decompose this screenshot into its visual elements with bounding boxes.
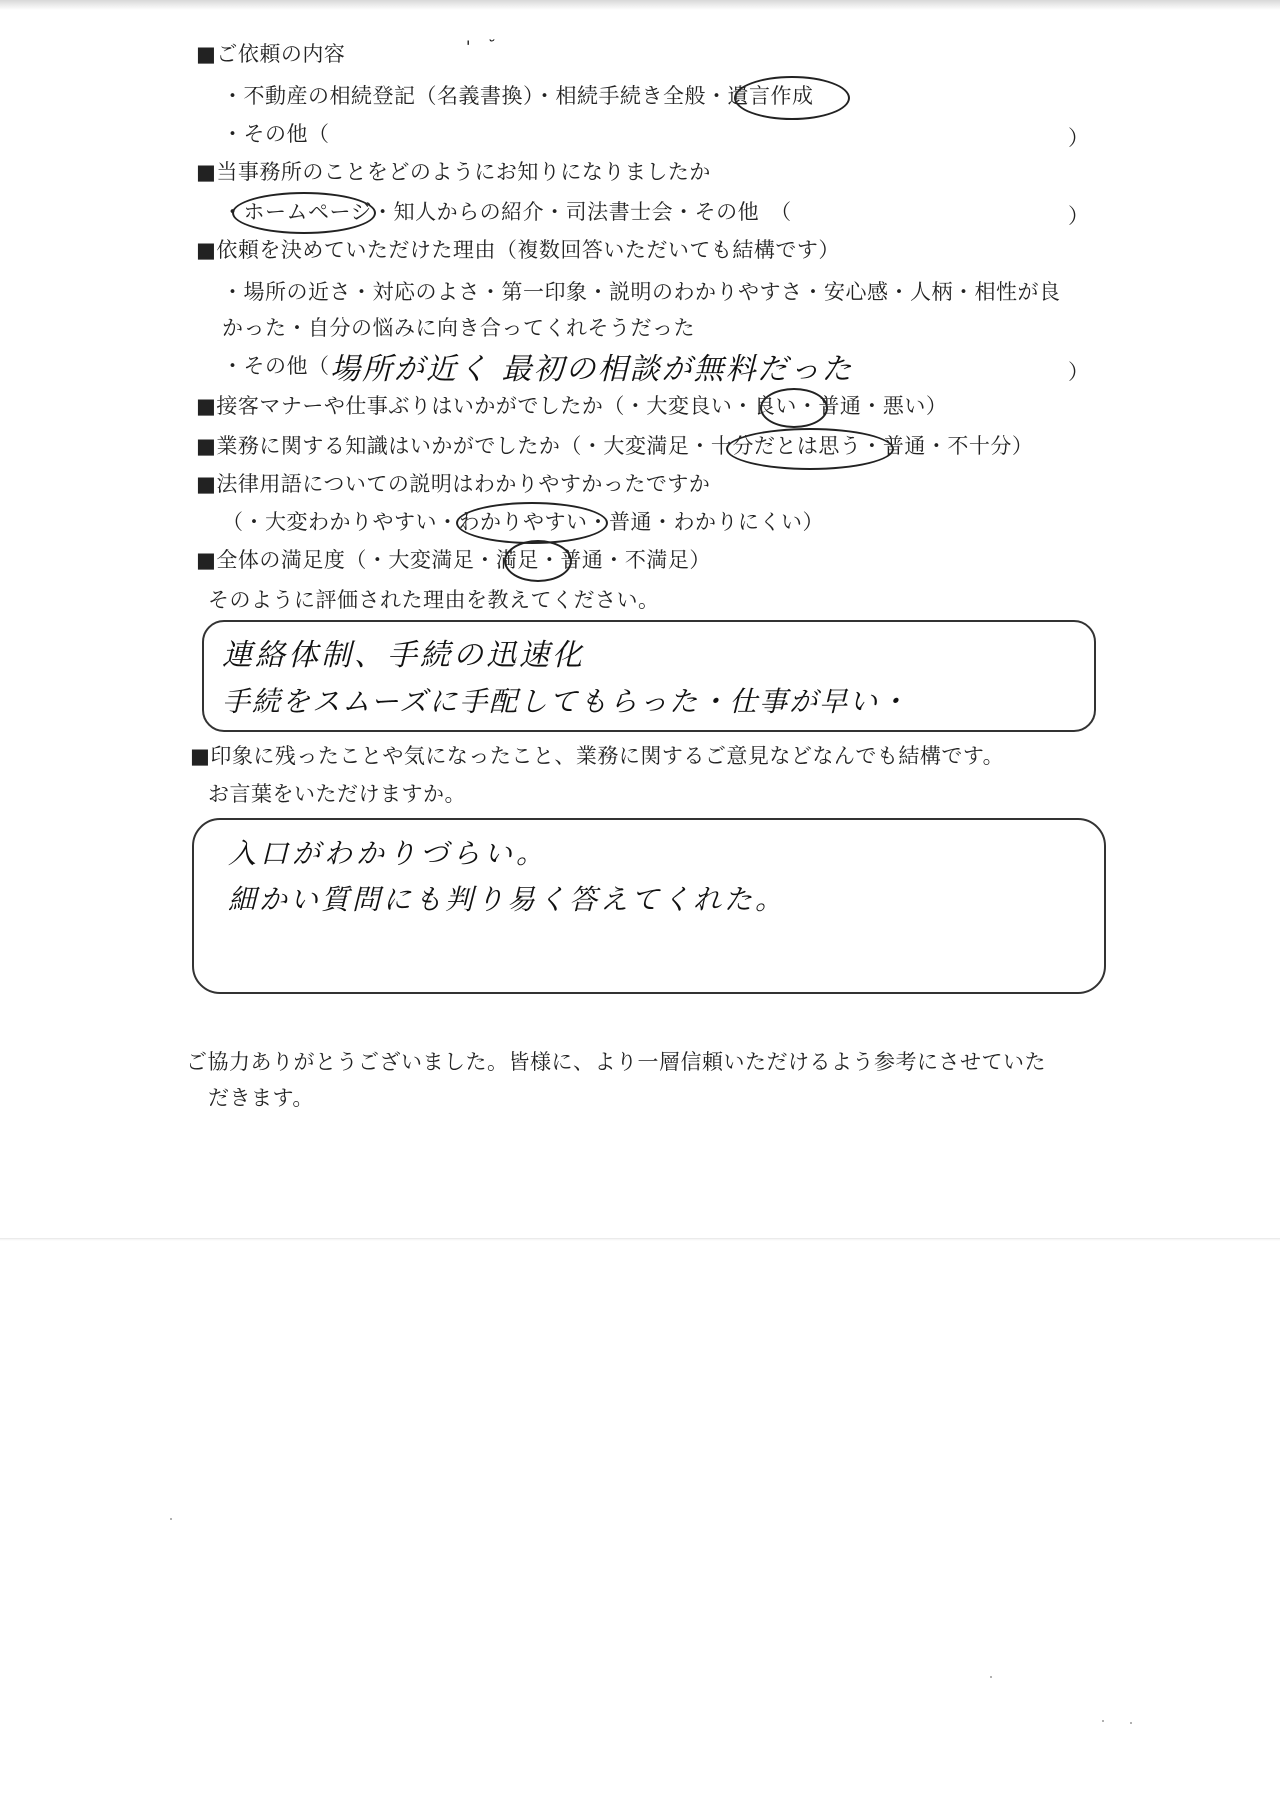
q7-handwritten-line2: 手続をスムーズに手配してもらった・仕事が早い・ xyxy=(222,685,910,718)
q7-reason-prompt: そのように評価された理由を教えてください。 xyxy=(208,588,660,612)
q7-answer-circle xyxy=(504,540,572,582)
q1-answer-circle xyxy=(734,76,850,120)
q3-other: ・その他（ xyxy=(222,354,330,378)
q1-other-close: ） xyxy=(1068,126,1089,150)
q2-options: ・ホームページ・知人からの紹介・司法書士会・その他 （ xyxy=(222,200,792,224)
q1-title: ■ ご依頼の内容 xyxy=(196,40,345,68)
q6-options: （・大変わかりやすい・わかりやすい・普通・わかりにくい） xyxy=(222,510,824,534)
closing-line2: だきます。 xyxy=(208,1086,314,1110)
q3-options-line2: かった・自分の悩みに向き合ってくれそうだった xyxy=(222,316,695,340)
scan-speck xyxy=(170,1518,172,1520)
q8-handwritten-line2: 細かい質問にも判り易く答えてくれた。 xyxy=(228,883,787,916)
q3-options-line1: ・場所の近さ・対応のよさ・第一印象・説明のわかりやすさ・安心感・人柄・相性が良 xyxy=(222,280,1061,304)
q3-title: ■ 依頼を決めていただけた理由（複数回答いただいても結構です） xyxy=(196,236,840,264)
q2-other-close: ） xyxy=(1068,204,1089,228)
q2-answer-circle xyxy=(232,192,376,234)
scan-speck xyxy=(1130,1722,1132,1724)
q7-handwritten-line1: 連絡体制、手続の迅速化 xyxy=(222,638,585,673)
q5-title: ■ 業務に関する知識はいかがでしたか（・大変満足・十分だとは思う・普通・不十分） xyxy=(196,432,1033,460)
scan-speck xyxy=(990,1676,992,1678)
q6-answer-circle xyxy=(456,502,608,544)
closing-line1: ご協力ありがとうございました。皆様に、より一層信頼いただけるよう参考にさせていた xyxy=(186,1050,1046,1074)
q2-title: ■ 当事務所のことをどのようにお知りになりましたか xyxy=(196,158,711,186)
q1-options: ・不動産の相続登記（名義書換）・相続手続き全般・遺言作成 xyxy=(222,84,814,108)
scan-speck xyxy=(1102,1720,1104,1722)
q4-answer-circle xyxy=(760,388,828,428)
q1-other: ・その他（ xyxy=(222,122,330,146)
stray-pen-marks: ' ˘ xyxy=(466,37,495,56)
q5-answer-circle xyxy=(726,428,894,470)
q7-title: ■ 全体の満足度（・大変満足・満足・普通・不満足） xyxy=(196,546,711,574)
q6-title: ■ 法律用語についての説明はわかりやすかったですか xyxy=(196,470,710,498)
q4-title: ■ 接客マナーや仕事ぶりはいかがでしたか（・大変良い・良い・普通・悪い） xyxy=(196,392,947,420)
q3-handwritten-other: 場所が近く 最初の相談が無料だった xyxy=(330,352,854,387)
q8-handwritten-line1: 入口がわかりづらい。 xyxy=(228,837,549,870)
q8-title: ■ 印象に残ったことや気になったこと、業務に関するご意見などなんでも結構です。 xyxy=(190,742,1004,770)
q3-other-close: ） xyxy=(1068,360,1089,384)
q8-prompt: お言葉をいただけますか。 xyxy=(208,782,466,806)
